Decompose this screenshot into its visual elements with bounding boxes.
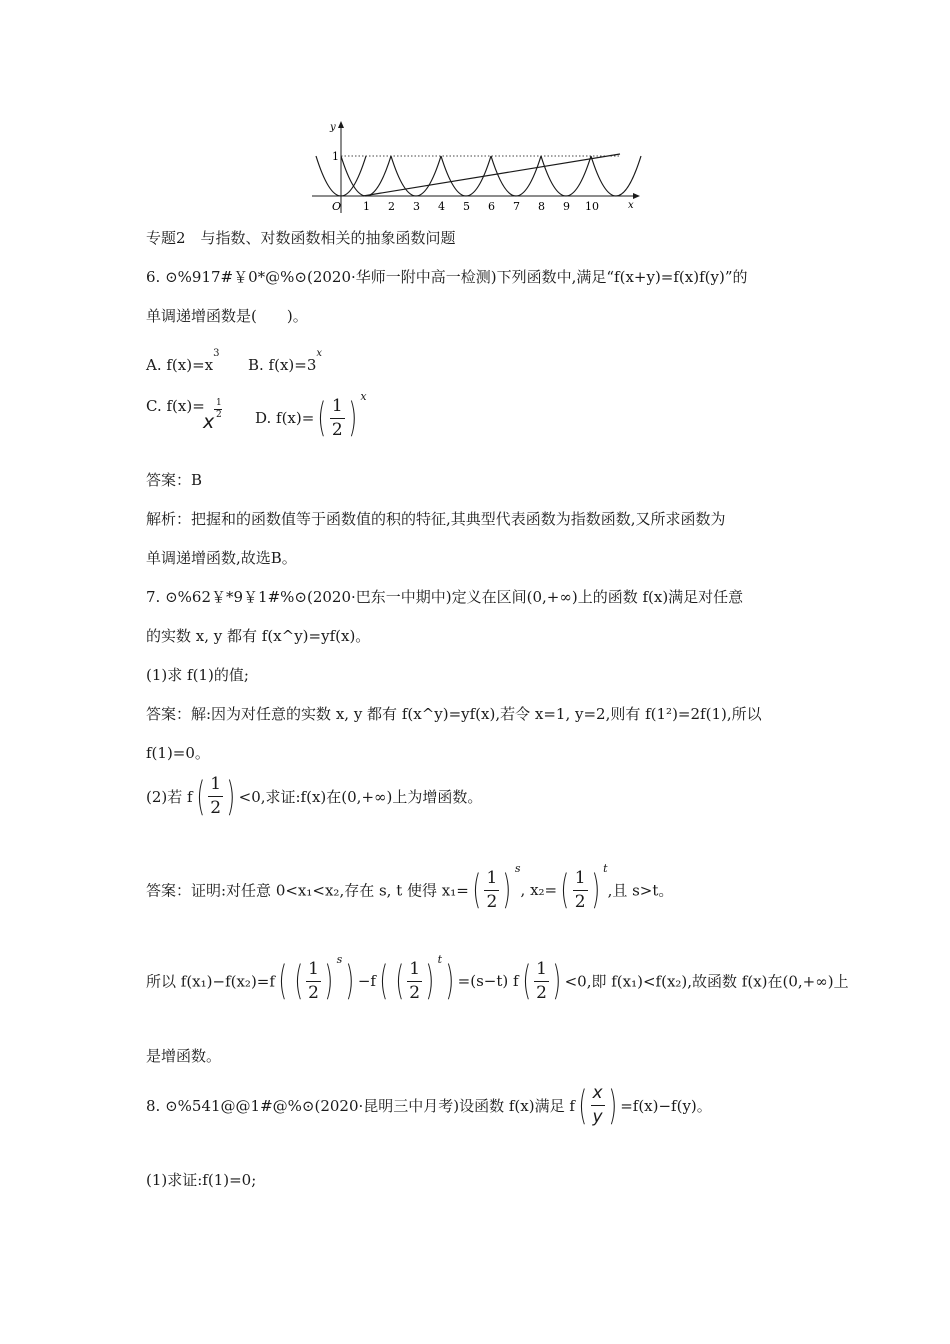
q6-option-d: D. f(x)=( $\frac{1}{2}$ ) $^x$	[255, 390, 367, 441]
log-line	[363, 154, 620, 196]
q8-stem: 8. ⊙%541@@1#@%⊙(2020·昆明三中月考)设函数 f(x)满足 f( $\frac{x}{y}$ ) =f(x)−f(y)。	[146, 1082, 712, 1129]
q6-analysis-line2: 单调递增函数,故选B。	[146, 549, 297, 567]
section-title: 专题2 与指数、对数函数相关的抽象函数问题	[146, 229, 456, 247]
q6-option-d-text: D. f(x)=	[255, 409, 315, 427]
q6-option-b-exp: x	[316, 348, 323, 359]
x-tick-label: 8	[538, 200, 545, 213]
q6-option-d-fraction: $\frac{1}{2}$	[331, 395, 343, 440]
x-tick-label: 3	[413, 200, 420, 213]
q6-option-d-exp: x	[360, 390, 367, 403]
q7-answer3-line2: 是增函数。	[146, 1047, 222, 1065]
q6-option-a-exp: 3	[213, 348, 220, 359]
q6-option-a	[146, 344, 220, 375]
q6-option-c	[146, 396, 205, 416]
q6-option-c-exp-den: 2	[216, 410, 222, 420]
q8-part1: (1)求证:f(1)=0;	[146, 1171, 257, 1189]
q7-answer1-line2: f(1)=0。	[146, 744, 210, 762]
x-tick-label: 5	[463, 200, 470, 213]
q6-answer: 答案：B	[146, 471, 203, 489]
x-tick-label: 7	[513, 200, 520, 213]
q6-option-a-text: A. f(x)=x	[146, 356, 214, 374]
y-axis-label: y	[330, 122, 336, 133]
q7-answer3: 所以 f(x₁)−f(x₂)=f( ( $\frac{1}{2}$ ) $^s$) −f( ( $\frac{1}{2}$ ) $^t$) =(s−t) f( $\frac{1}{2}$ ) <0,即 f(x₁)<f(x₂),故函数 f(x)在(0,+∞)上	[146, 953, 849, 1004]
q7-answer2: 答案：证明:对任意 0<x₁<x₂,存在 s, t 使得 x₁=( $\frac{1}{2}$ ) $^s$, x₂=( $\frac{1}{2}$ ) $^t$,且 s>t。	[146, 862, 674, 913]
x-tick-label: 10	[585, 200, 599, 213]
y-axis-arrow	[338, 121, 344, 128]
x-axis-label: x	[628, 200, 634, 211]
x-axis-arrow	[633, 193, 640, 199]
q7-part1: (1)求 f(1)的值;	[146, 666, 249, 684]
x-tick-label: 1	[363, 200, 370, 213]
x-tick-label: 9	[563, 200, 570, 213]
q7-stem-line1: 7. ⊙%62￥*9￥1#%⊙(2020·巴东一中期中)定义在区间(0,+∞)上的函数 f(x)满足对任意	[146, 588, 744, 606]
periodic-function-graph	[310, 118, 650, 218]
q6-analysis-line1: 解析：把握和的函数值等于函数值的积的特征,其典型代表函数为指数函数,又所求函数为	[146, 510, 726, 528]
q7-stem-line2: 的实数 x, y 都有 f(x^y)=yf(x)。	[146, 627, 371, 645]
parabola-curves	[316, 156, 641, 196]
x-tick-label: 2	[388, 200, 395, 213]
x-tick-label: 6	[488, 200, 495, 213]
q6-option-c-exp-num: 1	[216, 398, 222, 408]
q6-option-c-text: C. f(x)=	[146, 397, 205, 415]
x-tick-label: 4	[438, 200, 445, 213]
origin-label: O	[332, 200, 342, 213]
q6-option-c-base: x	[203, 411, 215, 433]
q7-part2: (2)若 f( $\frac{1}{2}$ ) <0,求证:f(x)在(0,+∞)上为增函数。	[146, 773, 483, 820]
q7-answer1-line1: 答案：解:因为对任意的实数 x, y 都有 f(x^y)=yf(x),若令 x=1, y=2,则有 f(1²)=2f(1),所以	[146, 705, 762, 723]
q6-stem-line2: 单调递增函数是( )。	[146, 307, 308, 325]
q6-option-b	[248, 344, 322, 375]
y-tick-1: 1	[332, 150, 339, 163]
q6-option-b-text: B. f(x)=3	[248, 356, 317, 374]
q6-stem-line1: 6. ⊙%917#￥0*@%⊙(2020·华师一附中高一检测)下列函数中,满足“f(x+y)=f(x)f(y)”的	[146, 268, 748, 286]
